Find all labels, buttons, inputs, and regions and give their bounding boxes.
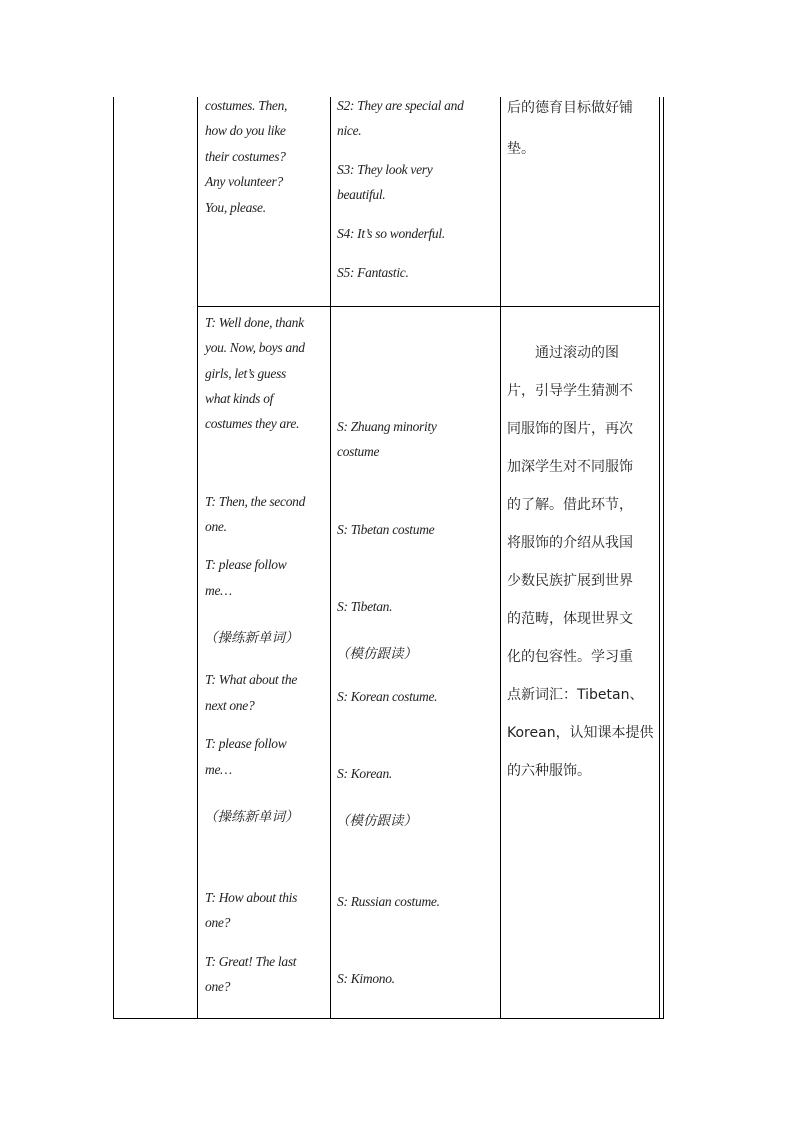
table-right-border	[659, 97, 660, 1019]
imitate-note: （模仿跟读）	[336, 813, 417, 829]
student-response-line: costume	[337, 444, 380, 459]
teacher-text-line: T: please follow	[205, 736, 287, 751]
teacher-text-line: you. Now, boys and	[205, 340, 305, 355]
design-note-line: Korean，认知课本提供	[507, 725, 654, 741]
student-response-line: S3: They look very	[337, 162, 433, 177]
teacher-text-line: costumes they are.	[205, 416, 300, 431]
teacher-text-line: girls, let’s guess	[205, 366, 286, 381]
student-response-line: S: Tibetan.	[337, 599, 393, 614]
row-divider	[197, 306, 659, 307]
teacher-text-line: one.	[205, 519, 227, 534]
design-note-line: 后的德育目标做好铺	[507, 100, 633, 116]
teacher-text-line: T: What about the	[205, 672, 298, 687]
design-note-line: 通过滚动的图	[535, 345, 619, 361]
student-response-line: S: Tibetan costume	[337, 522, 435, 537]
teacher-text-line: what kinds of	[205, 391, 274, 406]
teacher-text-line: You, please.	[205, 200, 266, 215]
student-response-line: nice.	[337, 123, 362, 138]
student-response-line: S5: Fantastic.	[337, 265, 409, 280]
design-note-line: 的了解。借此环节，	[507, 497, 633, 513]
teacher-text-line: T: Then, the second	[205, 494, 306, 509]
student-response-line: S: Kimono.	[337, 971, 395, 986]
student-response-line: S: Russian costume.	[337, 894, 440, 909]
student-response-line: beautiful.	[337, 187, 386, 202]
teacher-text-line: T: Well done, thank	[205, 315, 304, 330]
column-divider-2	[330, 97, 331, 1019]
column-divider-1	[197, 97, 198, 1019]
design-note-line: 的范畴，体现世界文	[507, 611, 633, 627]
student-response-line: S: Korean.	[337, 766, 392, 781]
teacher-text-line: Any volunteer?	[205, 174, 283, 189]
teacher-text-line: their costumes?	[205, 149, 286, 164]
student-response-line: S4: It’s so wonderful.	[337, 226, 445, 241]
teacher-text-line: T: Great! The last	[205, 954, 297, 969]
design-note-line: 垫。	[507, 141, 535, 157]
student-response-line: S: Zhuang minority	[337, 419, 437, 434]
teacher-text-line: me…	[205, 583, 232, 598]
design-note-line: 片，引导学生猜测不	[507, 383, 633, 399]
practice-note: （操练新单词）	[204, 809, 299, 825]
design-note-line: 点新词汇：Tibetan、	[507, 687, 644, 703]
design-note-line: 的六种服饰。	[507, 763, 591, 779]
teacher-text-line: how do you like	[205, 123, 286, 138]
design-note-line: 少数民族扩展到世界	[507, 573, 633, 589]
teacher-text-line: one?	[205, 915, 231, 930]
teacher-text-line: me…	[205, 762, 232, 777]
design-note-line: 将服饰的介绍从我国	[507, 535, 633, 551]
imitate-note: （模仿跟读）	[336, 646, 417, 662]
teacher-text-line: T: How about this	[205, 890, 298, 905]
design-note-line: 加深学生对不同服饰	[507, 459, 633, 475]
teacher-text-line: T: please follow	[205, 557, 287, 572]
teacher-text-line: one?	[205, 979, 231, 994]
table-right-border-outer	[663, 97, 664, 1019]
student-response-line: S: Korean costume.	[337, 689, 438, 704]
table-left-border	[113, 97, 114, 1019]
table-bottom-border	[113, 1018, 664, 1019]
teacher-text-line: costumes. Then,	[205, 98, 288, 113]
column-divider-3	[500, 97, 501, 1019]
teacher-text-line: next one?	[205, 698, 255, 713]
design-note-line: 化的包容性。学习重	[507, 649, 633, 665]
practice-note: （操练新单词）	[204, 630, 299, 646]
student-response-line: S2: They are special and	[337, 98, 464, 113]
design-note-line: 同服饰的图片，再次	[507, 421, 633, 437]
